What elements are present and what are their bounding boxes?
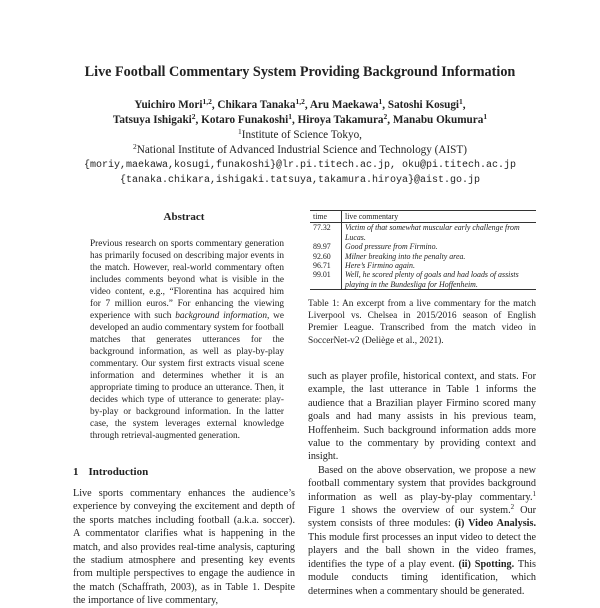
section-heading-introduction: 1 Introduction [73, 466, 149, 478]
table-row: 89.97 Good pressure from Firmino. [310, 242, 536, 251]
author-block [40, 98, 560, 188]
abstract-text: Previous research on sports commentary generation has primarily focused on describing major events in the match. However, real-world commentary often includes comments beyond what is visible in the video content, e.g., “Florentina has acquired him for 7 million euros.” For enhancing the viewing experience with such background information, we developed an audio commentary system for football matches that generates utterances for the background information, as well as play-by-play commentary. Our system first extracts visual scene information and determines whether it is an appropriate timing to produce an utterance. Then, it decides which type of utterance to generate: play-by-play or background information. In the latter case, the system leverages external knowledge through retrieval-augmented generation. [90, 239, 284, 441]
author: Manabu Okumura [392, 114, 484, 126]
email-line-2: {tanaka.chikara,ishigaki.tatsuya,takamura.hiroya}@aist.go.jp [119, 175, 481, 186]
column-2-text [308, 370, 536, 598]
author-line-2: Tatsuya Ishigaki$^2$, Kotaro Funakoshi$^1$, Hiroya Takamura$^2$, Manabu Okumura$^1$ [112, 112, 488, 126]
author: Chikara Tanaka [217, 99, 296, 111]
author: Aru Maekawa [309, 99, 379, 111]
author: Tatsuya Ishigaki [112, 114, 192, 126]
table-header-commentary: live commentary [342, 211, 537, 223]
author: Kotaro Funakoshi [201, 114, 289, 126]
table-caption: Table 1: An excerpt from a live commentary for the match Liverpool vs. Chelsea in 2015/2016 season of English Premier League. Transcribed from the match video in SoccerNet-v2 (Deliège et al., 2021). [308, 299, 536, 346]
author: Hiroya Takamura [297, 114, 384, 126]
footnote-marker: 1 [532, 489, 536, 498]
abstract-heading: Abstract [163, 211, 205, 223]
table-header-time: time [310, 211, 342, 223]
author: Satoshi Kosugi [387, 99, 460, 111]
table-row: 96.71 Here’s Firmino again. [310, 261, 536, 270]
footnote-marker: 2 [510, 503, 515, 512]
author: Yuichiro Mori [134, 99, 203, 111]
commentary-table [310, 210, 536, 290]
email-line-1: {moriy,maekawa,kosugi,funakoshi}@lr.pi.titech.ac.jp, oku@pi.titech.ac.jp [83, 160, 517, 171]
table-row: 77.32 Victim of that somewhat muscular early challenge from Lucas. [310, 223, 536, 242]
paper-title: Live Football Commentary System Providing Background Information [84, 64, 516, 80]
affiliation-1: $^1$Institute of Science Tokyo, [238, 127, 362, 141]
author-line-1: Yuichiro Mori$^{1,2}$, Chikara Tanaka$^{1,2}$, Aru Maekawa$^1$, Satoshi Kosugi$^1$, [134, 97, 466, 111]
paragraph: such as player profile, historical context, and stats. For example, the last utterance in Table 1 informs the audience that a Brazilian player Firmino scored many goals and had many assists in his previous team, Hoffenheim. Such background information adds more value to the commentary by providing context and insight. [308, 371, 536, 463]
table-header-row [310, 211, 536, 223]
table-row: 92.60 Milner breaking into the penalty area. [310, 252, 536, 261]
paragraph: Based on the above observation, we propose a new football commentary system that provides background information as well as play-by-play commentary.$^1$ Figure 1 shows the overview of our system.$^2$ Our system consists of three modules: (i) Video Analysis. This module first processes an input video to detect the players and the ball shown in the video frames, identifies the type of a play event. (ii) Spotting. This module conducts timing identification, which determines when a commentary should be generated. [308, 464, 537, 597]
introduction-text: Live sports commentary enhances the audience’s experience by conveying the excitement and depth of the sports matches including football (a.k.a. soccer). A commentator clarifies what is happening in the match, and also provides real-time analysis, capturing the stadium atmosphere and presenting key events from multiple perspectives to engage the audience in the match (Schaffrath, 2003), as in Table 1. Despite the importance of live commentary, [73, 488, 295, 607]
table-row: 99.01 Well, he scored plenty of goals and had loads of assists playing in the Bundesliga for Hoffenheim. [310, 270, 536, 289]
affiliation-2: $^2$National Institute of Advanced Industrial Science and Technology (AIST) [133, 142, 467, 156]
